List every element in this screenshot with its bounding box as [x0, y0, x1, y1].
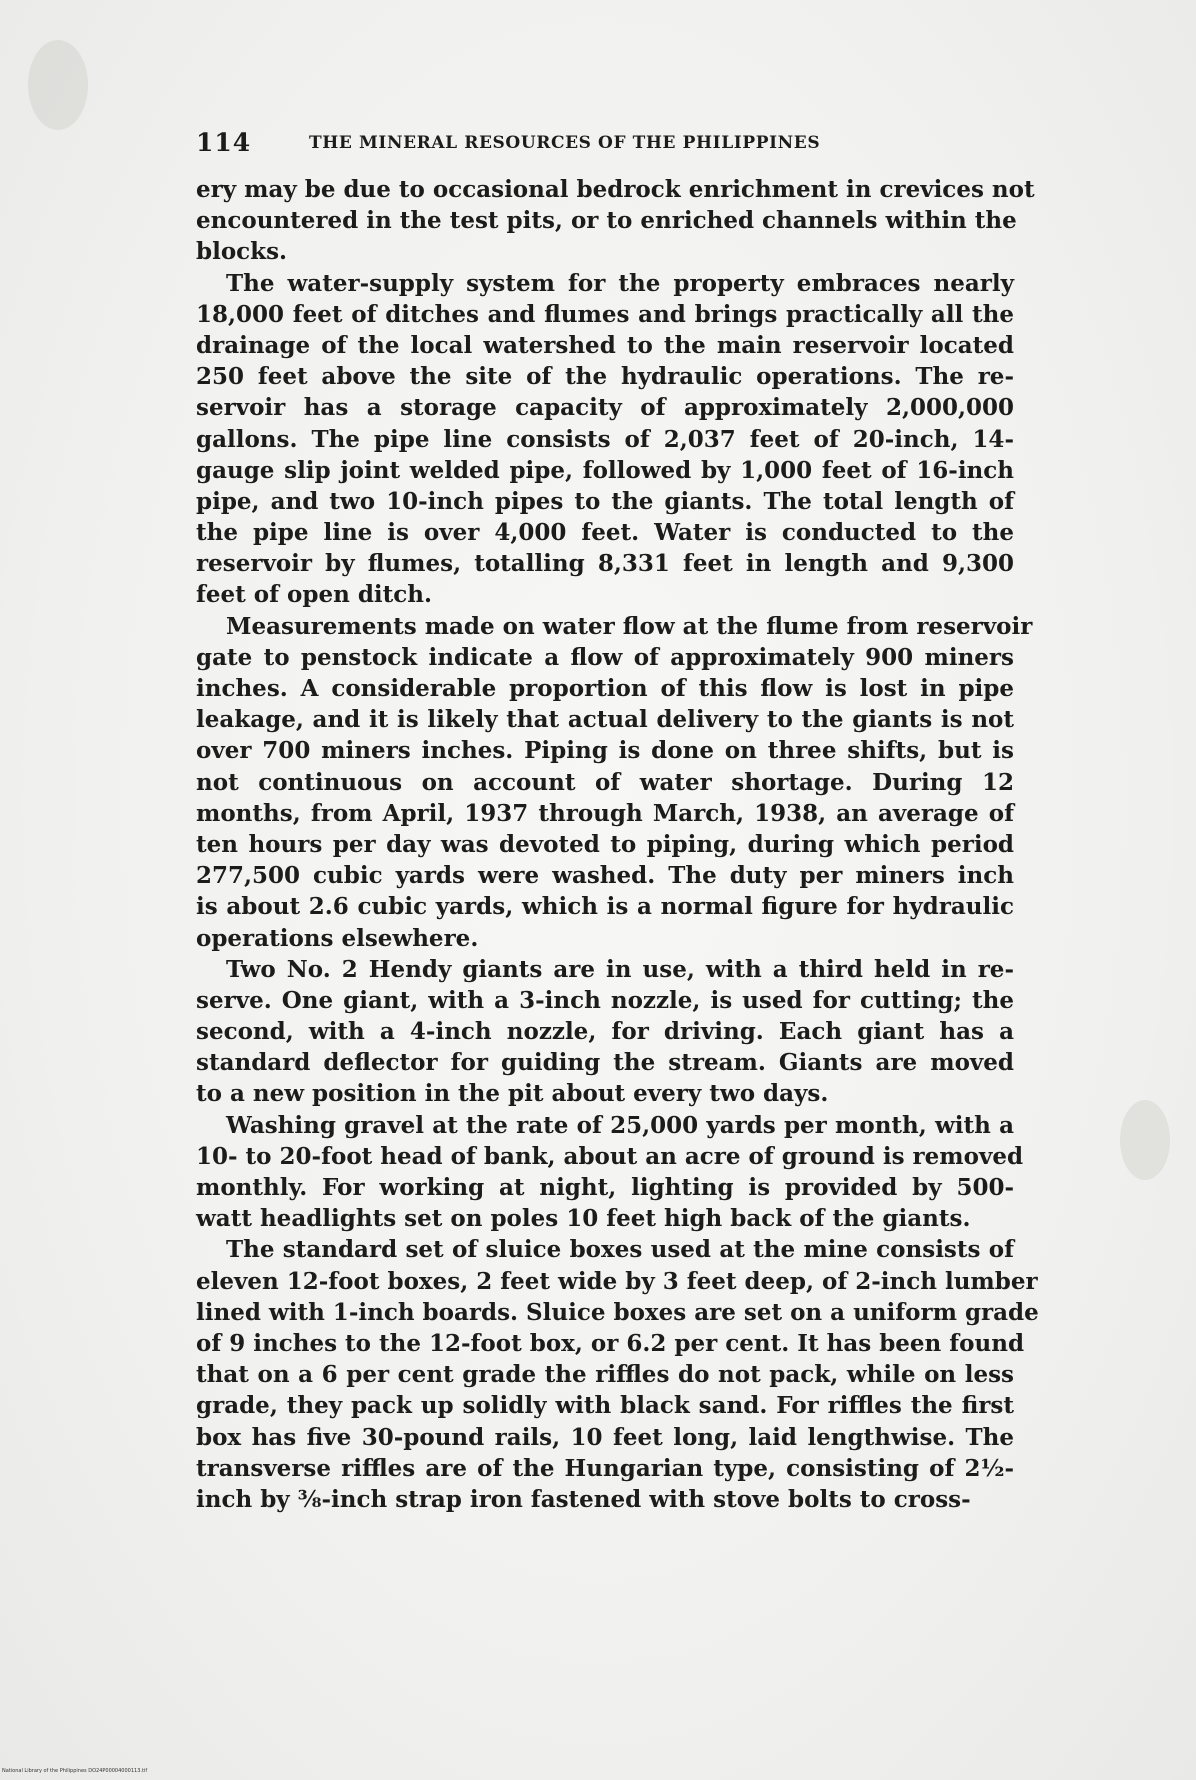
- text-line: drainage of the local watershed to the main reservoir located: [196, 331, 1014, 359]
- paragraph: [196, 174, 1035, 268]
- text-line: gauge slip joint welded pipe, followed by 1,000 feet of 16-inch: [196, 456, 1014, 484]
- text-line: Measurements made on water flow at the flume from reservoir: [226, 612, 1033, 640]
- text-line: second, with a 4-inch nozzle, for driving. Each giant has a: [196, 1018, 1014, 1046]
- text-line: the pipe line is over 4,000 feet. Water is conducted to the: [196, 519, 1014, 547]
- text-line: Two No. 2 Hendy giants are in use, with a third held in re-: [226, 955, 1014, 983]
- text-line: transverse riffles are of the Hungarian type, consisting of 2½-: [196, 1454, 1014, 1482]
- scan-credit: National Library of the Philippines DO24P00004000113.tif: [2, 1768, 148, 1774]
- text-line: standard deflector for guiding the stream. Giants are moved: [196, 1049, 1014, 1077]
- paragraph: [196, 1110, 1024, 1235]
- text-line: serve. One giant, with a 3-inch nozzle, is used for cutting; the: [196, 986, 1014, 1014]
- text-line: not continuous on account of water shortage. During 12: [196, 768, 1014, 796]
- paragraph: [196, 954, 1014, 1110]
- text-line: 10- to 20-foot head of bank, about an acre of ground is removed: [196, 1142, 1024, 1170]
- text-line: Washing gravel at the rate of 25,000 yards per month, with a: [226, 1111, 1014, 1139]
- paragraph: [196, 1234, 1039, 1515]
- text-line: inches. A considerable proportion of this flow is lost in pipe: [196, 675, 1014, 702]
- page-header: [196, 128, 1016, 162]
- text-line: lined with 1-inch boards. Sluice boxes are set on a uniform grade: [196, 1298, 1039, 1326]
- text-line: 250 feet above the site of the hydraulic operations. The re-: [196, 363, 1014, 391]
- text-line: monthly. For working at night, lighting is provided by 500-: [196, 1174, 1014, 1201]
- text-line: ery may be due to occasional bedrock enrichment in crevices not: [196, 176, 1035, 203]
- text-line: gallons. The pipe line consists of 2,037 feet of 20-inch, 14-: [196, 425, 1014, 453]
- text-line: 18,000 feet of ditches and flumes and brings practically all the: [196, 300, 1014, 328]
- text-line: The water-supply system for the property embraces nearly: [226, 269, 1014, 297]
- paragraph: [196, 268, 1014, 611]
- text-line: reservoir by flumes, totalling 8,331 feet in length and 9,300: [196, 550, 1014, 578]
- text-line: months, from April, 1937 through March, 1938, an average of: [196, 799, 1014, 827]
- body-text: [196, 174, 1039, 1515]
- text-line: blocks.: [196, 238, 288, 266]
- text-line: that on a 6 per cent grade the riffles do not pack, while on less: [196, 1361, 1014, 1389]
- text-line: The standard set of sluice boxes used at the mine consists of: [226, 1236, 1014, 1264]
- text-line: over 700 miners inches. Piping is done on three shifts, but is: [196, 737, 1014, 765]
- text-line: box has five 30-pound rails, 10 feet long, laid lengthwise. The: [196, 1423, 1014, 1451]
- text-line: watt headlights set on poles 10 feet high back of the giants.: [196, 1205, 971, 1233]
- paragraph: [196, 611, 1033, 954]
- text-line: eleven 12-foot boxes, 2 feet wide by 3 feet deep, of 2-inch lumber: [196, 1267, 1038, 1295]
- text-line: operations elsewhere.: [196, 924, 479, 952]
- running-title: THE MINERAL RESOURCES OF THE PHILIPPINES: [309, 133, 821, 153]
- text-line: is about 2.6 cubic yards, which is a normal figure for hydraulic: [196, 893, 1014, 921]
- text-line: gate to penstock indicate a flow of approximately 900 miners: [196, 643, 1014, 671]
- text-line: encountered in the test pits, or to enriched channels within the: [196, 207, 1017, 235]
- text-line: grade, they pack up solidly with black sand. For riffles the first: [196, 1392, 1014, 1420]
- text-line: ten hours per day was devoted to piping, during which period: [196, 830, 1014, 858]
- scan-smudge: [28, 40, 88, 130]
- text-line: 277,500 cubic yards were washed. The duty per miners inch: [196, 862, 1014, 890]
- page-number: 114: [196, 128, 252, 157]
- text-line: feet of open ditch.: [196, 581, 432, 609]
- text-line: inch by ⅜-inch strap iron fastened with stove bolts to cross-: [196, 1485, 971, 1513]
- scan-smudge: [1120, 1100, 1170, 1180]
- text-line: pipe, and two 10-inch pipes to the giants. The total length of: [196, 487, 1014, 515]
- text-line: to a new position in the pit about every two days.: [196, 1080, 829, 1108]
- text-line: leakage, and it is likely that actual delivery to the giants is not: [196, 706, 1014, 734]
- text-line: servoir has a storage capacity of approximately 2,000,000: [196, 394, 1014, 422]
- text-line: of 9 inches to the 12-foot box, or 6.2 per cent. It has been found: [196, 1329, 1025, 1357]
